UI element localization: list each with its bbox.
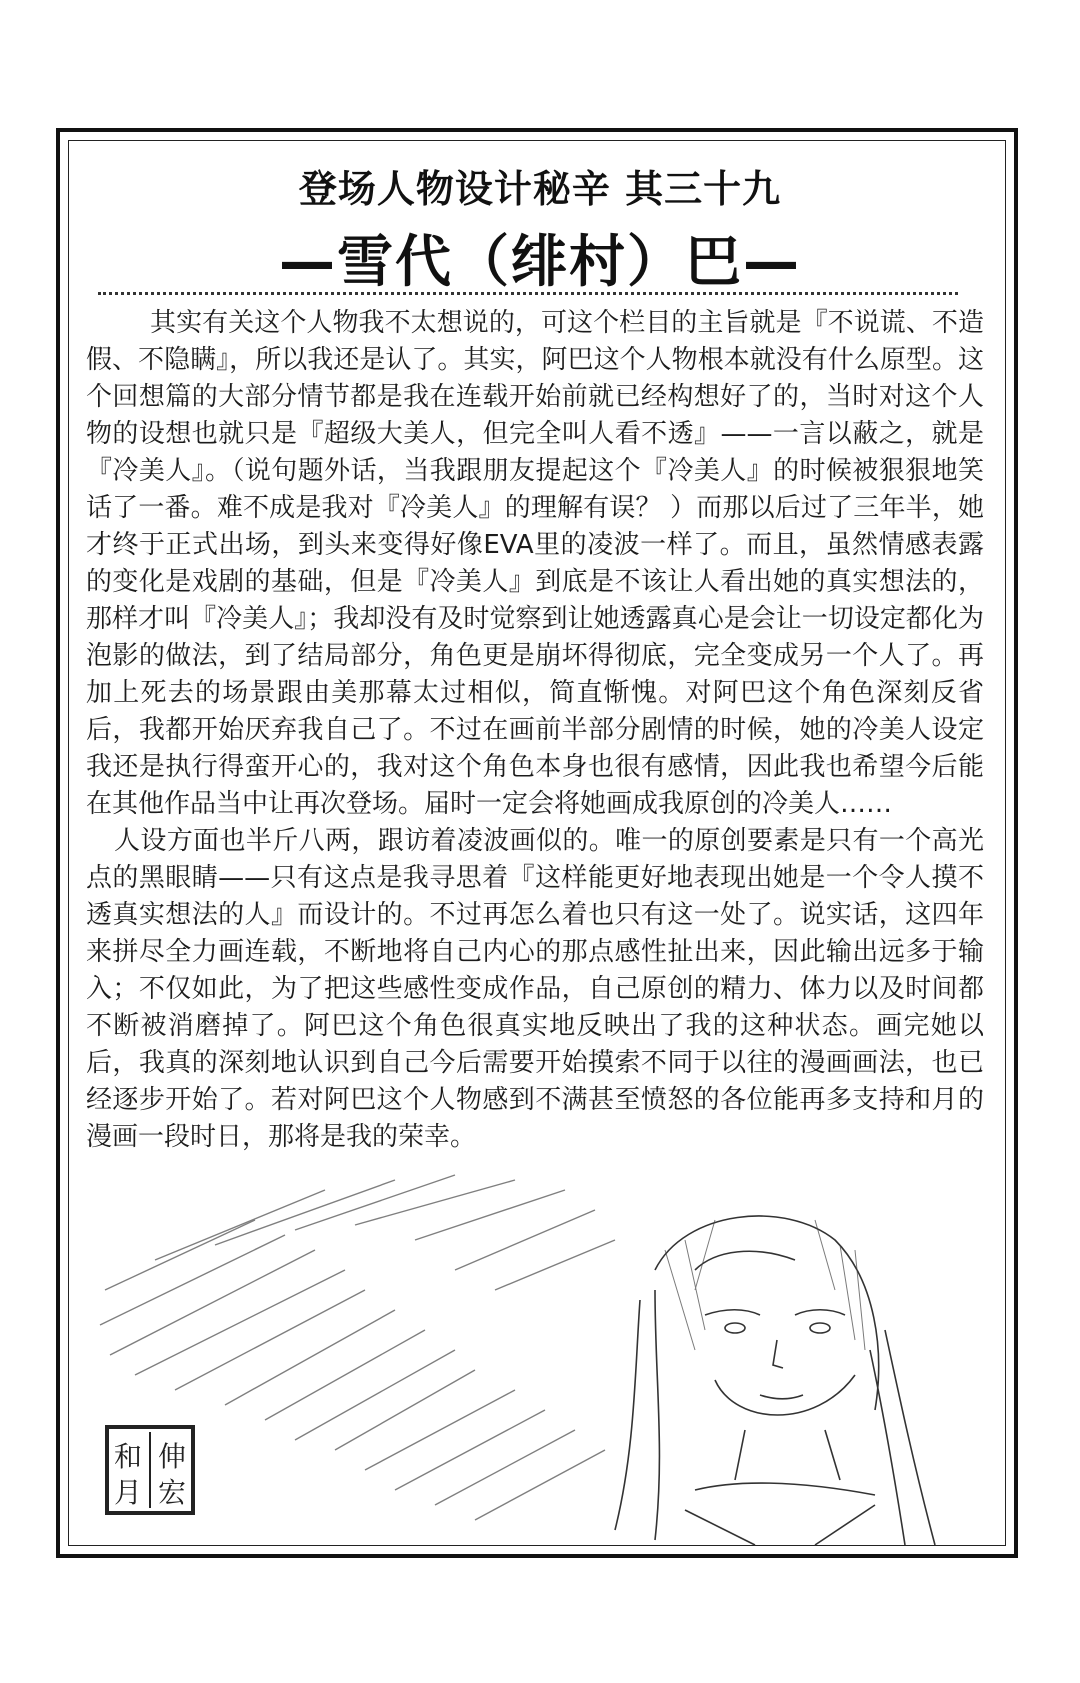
article-body <box>86 305 984 1156</box>
column-title: 登场人物设计秘辛 其三十九 <box>298 167 782 211</box>
svg-text:伸: 伸 <box>157 1440 187 1473</box>
svg-text:和: 和 <box>113 1440 143 1473</box>
paragraph-1: 其实有关这个人物我不太想说的，可这个栏目的主旨就是『不说谎、不造假、不隐瞒』，所以我还是认了。其实，阿巴这个人物根本就没有什么原型。这个回想篇的大部分情节都是我在连载开始前就已经构想好了的，当时对这个人物的设想也就只是『超级大美人，但完全叫人看不透』——一言以蔽之，就是『冷美人』。（说句题外话，当我跟朋友提起这个『冷美人』的时候被狠狠地笑话了一番。难不成是我对『冷美人』的理解有误？ ）而那以后过了三年半，她才终于正式出场，到头来变得好像EVA里的凌波一样了。而且，虽然情感表露的变化是戏剧的基础，但是『冷美人』到底是不该让人看出她的真实想法的，那样才叫『冷美人』；我却没有及时觉察到让她透露真心是会让一切设定都化为泡影的做法，到了结局部分，角色更是崩坏得彻底，完全变成另一个人了。再加上死去的场景跟由美那幕太过相似，简直惭愧。对阿巴这个角色深刻反省后，我都开始厌弃我自己了。不过在画前半部分剧情的时候，她的冷美人设定我还是执行得蛮开心的，我对这个角色本身也很有感情，因此我也希望今后能在其他作品当中让再次登场。届时一定会将她画成我原创的冷美人…… <box>86 308 984 819</box>
artist-seal-stamp <box>104 1424 196 1516</box>
character-sketch-illustration <box>95 1150 995 1550</box>
svg-text:宏: 宏 <box>157 1476 187 1509</box>
character-name-title: —雪代（绯村）巴— <box>279 230 801 295</box>
paragraph-2: 人设方面也半斤八两，跟访着凌波画似的。唯一的原创要素是只有一个高光点的黑眼睛——只有这点是我寻思着『这样能更好地表现出她是一个令人摸不透真实想法的人』而设计的。不过再怎么着也只有这一处了。说实话，这四年来拼尽全力画连载，不断地将自己内心的那点感性扯出来，因此输出远多于输入；不仅如此，为了把这些感性变成作品，自己原创的精力、体力以及时间都不断被消磨掉了。阿巴这个角色很真实地反映出了我的这种状态。画完她以后，我真的深刻地认识到自己今后需要开始摸索不同于以往的漫画画法，也已经逐步开始了。若对阿巴这个人物感到不满甚至愤怒的各位能再多支持和月的漫画一段时日，那将是我的荣幸。 <box>86 826 984 1152</box>
dotted-divider <box>98 292 958 295</box>
svg-text:月: 月 <box>113 1476 143 1509</box>
